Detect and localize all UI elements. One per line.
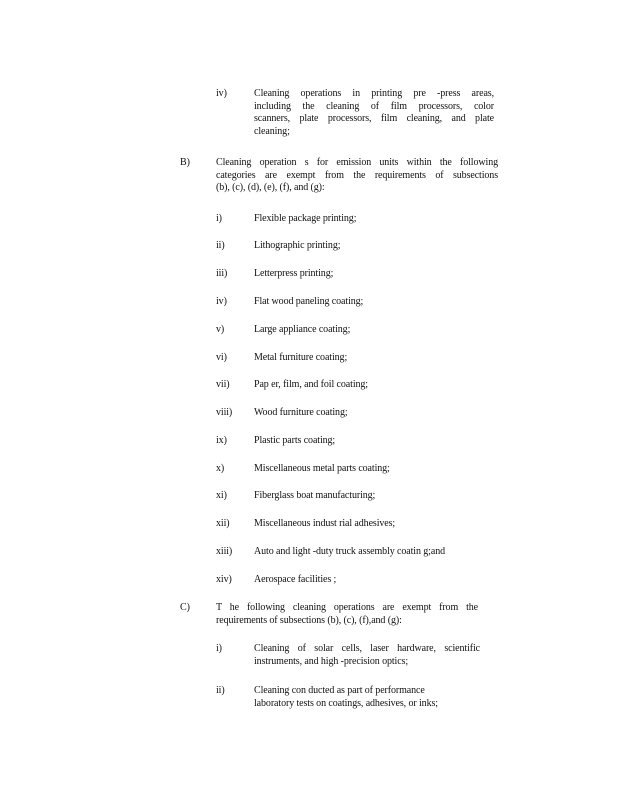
section-intro <box>216 602 478 627</box>
list-marker: x) <box>216 463 225 474</box>
list-marker: vii) <box>216 379 230 390</box>
list-item: Pap er, film, and foil coating; <box>254 379 368 390</box>
list-item: Metal furniture coating; <box>254 352 348 363</box>
text-line: Cleaning operation s for emission units within the following <box>216 157 498 168</box>
list-item: Wood furniture coating; <box>254 407 348 418</box>
list-marker: xi) <box>216 490 227 501</box>
text-line: categories are exempt from the requirements of subsections <box>216 169 498 181</box>
text-line: cleaning; <box>254 125 290 137</box>
list-item: Aerospace facilities ; <box>254 574 337 585</box>
list-marker: vi) <box>216 352 227 363</box>
list-item: Lithographic printing; <box>254 240 341 251</box>
list-marker: xiv) <box>216 574 232 585</box>
list-marker: ii) <box>216 685 225 696</box>
list-item: Flexible package printing; <box>254 213 357 224</box>
list-item <box>254 685 480 710</box>
section-marker: B) <box>180 157 190 168</box>
list-marker: iv) <box>216 296 227 307</box>
list-item: Large appliance coating; <box>254 324 351 335</box>
list-marker: iii) <box>216 268 228 279</box>
list-item: Plastic parts coating; <box>254 435 336 446</box>
text-line: Cleaning con ducted as part of performance <box>254 685 425 696</box>
list-item: Fiberglass boat manufacturing; <box>254 490 376 501</box>
section-intro <box>216 157 498 195</box>
list-marker: v) <box>216 324 225 335</box>
text-line: requirements of subsections (b), (c), (f),and (g): <box>216 614 402 626</box>
text-line: Cleaning of solar cells, laser hardware, scientific <box>254 643 480 654</box>
text-line: laboratory tests on coatings, adhesives, or inks; <box>254 697 438 709</box>
item-text <box>254 88 494 138</box>
text-line: Cleaning operations in printing pre -press areas, <box>254 88 494 99</box>
text-line: T he following cleaning operations are exempt from the <box>216 602 478 613</box>
list-marker: xiii) <box>216 546 233 557</box>
text-line: including the cleaning of film processors, color <box>254 100 494 112</box>
list-item: Miscellaneous metal parts coating; <box>254 463 390 474</box>
list-item: Auto and light -duty truck assembly coatin g;and <box>254 546 445 557</box>
list-item: Flat wood paneling coating; <box>254 296 364 307</box>
list-marker: xii) <box>216 518 230 529</box>
section-marker: C) <box>180 602 190 613</box>
list-item: Miscellaneous indust rial adhesives; <box>254 518 396 529</box>
text-line: (b), (c), (d), (e), (f), and (g): <box>216 182 325 193</box>
list-item <box>254 643 480 668</box>
list-marker: viii) <box>216 407 233 418</box>
list-marker: ix) <box>216 435 227 446</box>
list-item: Letterpress printing; <box>254 268 334 279</box>
text-line: instruments, and high -precision optics; <box>254 655 409 667</box>
text-line: scanners, plate processors, film cleaning, and plate <box>254 113 494 124</box>
list-marker: ii) <box>216 240 225 251</box>
list-marker: i) <box>216 643 222 654</box>
item-marker: iv) <box>216 88 227 99</box>
list-marker: i) <box>216 213 222 224</box>
